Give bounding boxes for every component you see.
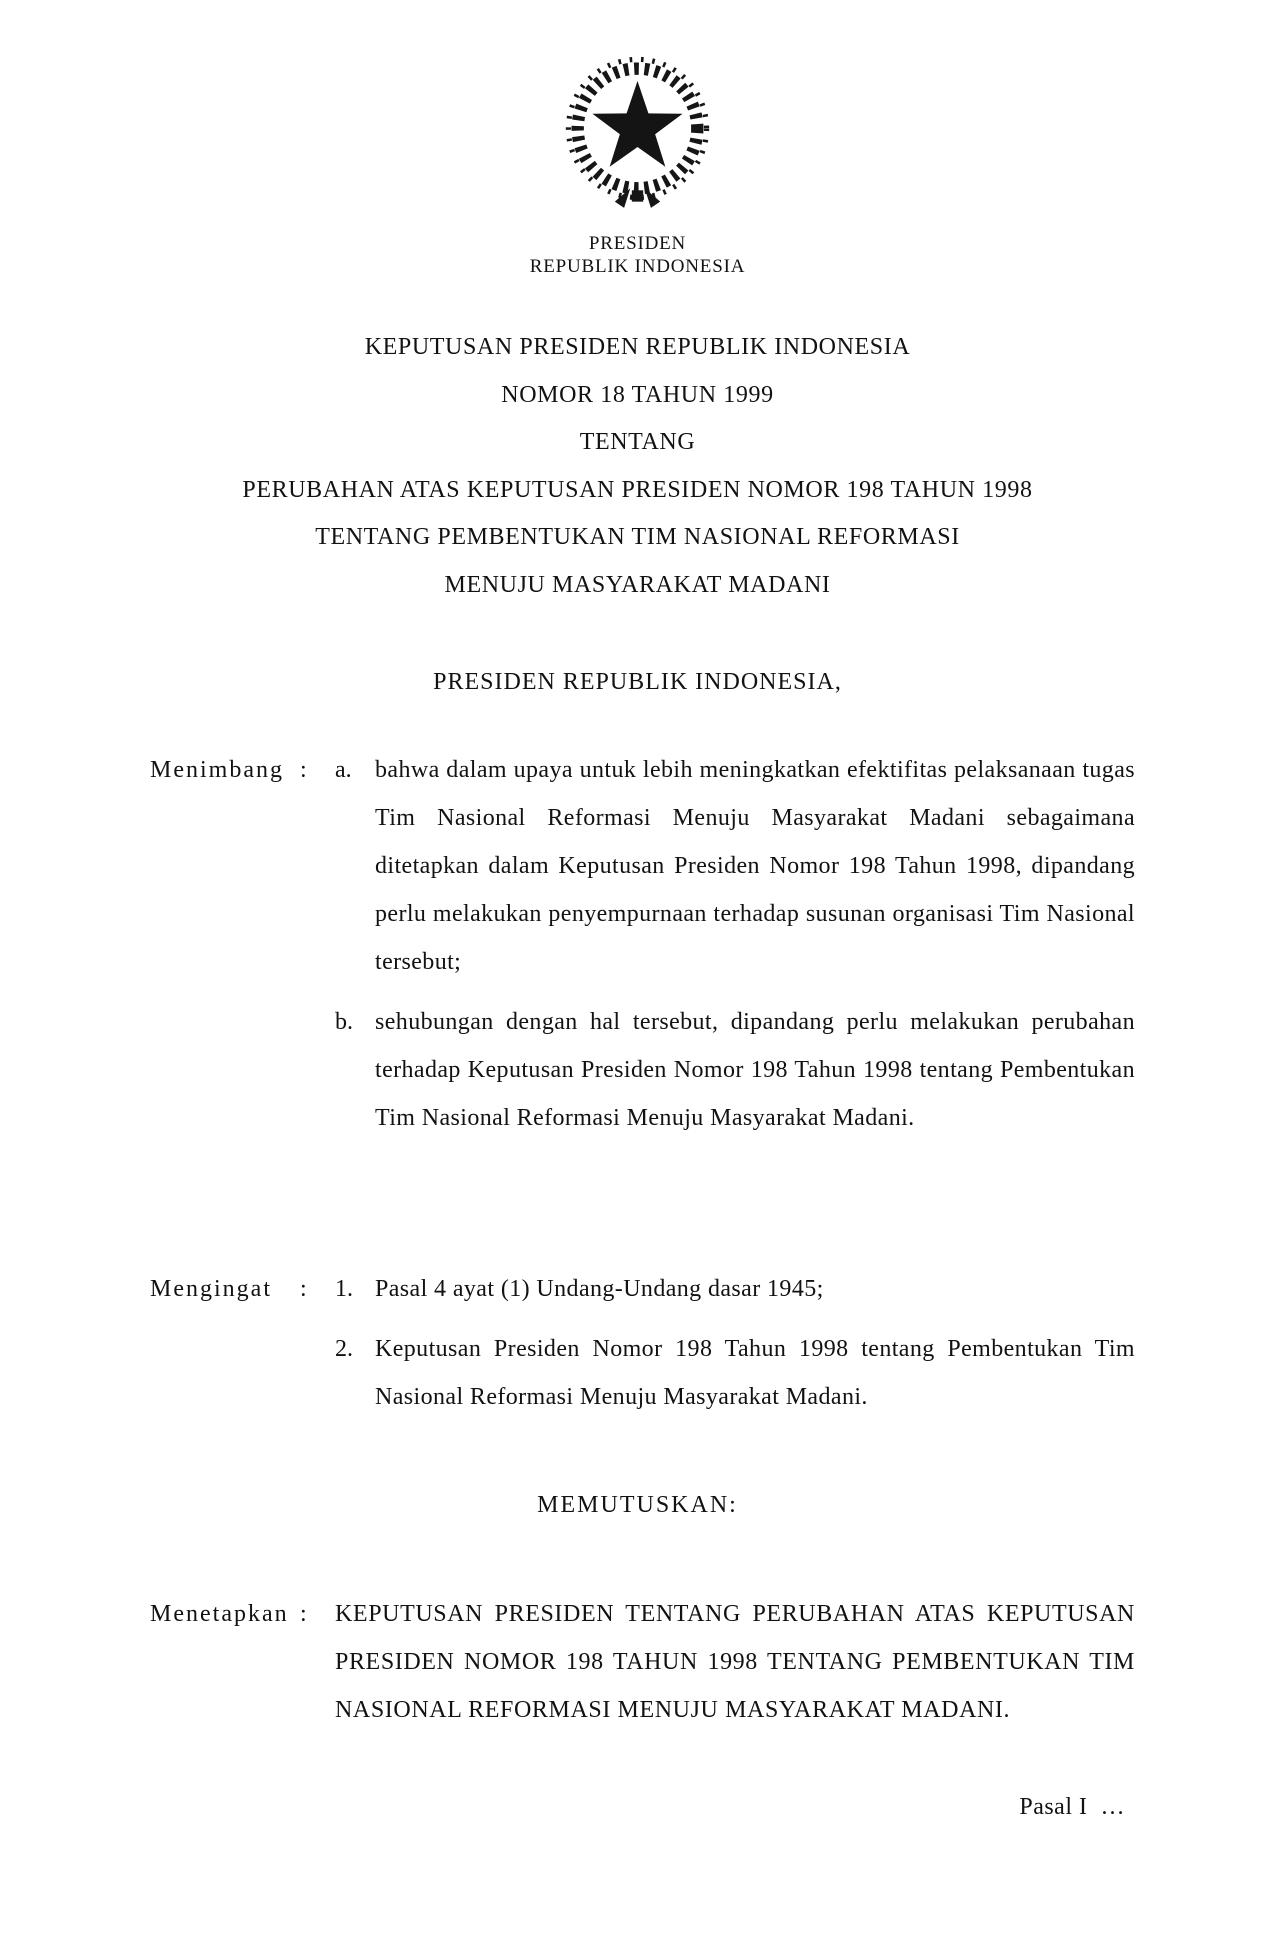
- recalling-items: [335, 1265, 1135, 1421]
- considering-items: [335, 746, 1135, 1142]
- enacting-colon: :: [300, 1601, 307, 1627]
- star-icon: [592, 81, 682, 167]
- considering-item-a: [335, 746, 1135, 986]
- item-marker: b.: [335, 1009, 353, 1035]
- considering-label: Menimbang: [150, 757, 284, 783]
- considering-item-b: [335, 998, 1135, 1142]
- ribbon-knot: [632, 190, 643, 201]
- salutation: PRESIDEN REPUBLIK INDONESIA,: [433, 669, 842, 695]
- star-wreath-seal-icon: [555, 48, 720, 213]
- item-text: bahwa dalam upaya untuk lebih meningkatkan efektifitas pelaksanaan tugas Tim Nasional Reformasi Menuju Masyarakat Madani sebagaimana ditetapkan dalam Keputusan Presiden Nomor 198 Tahun 1998, dipandang perlu melakukan penyempurnaan terhadap susunan organisasi Tim Nasional tersebut;: [375, 757, 1135, 975]
- enacting-body: [335, 1590, 1135, 1734]
- item-text: sehubungan dengan hal tersebut, dipandang perlu melakukan perubahan terhadap Keputusan Presiden Nomor 198 Tahun 1998 tentang Pembentukan Tim Nasional Reformasi Menuju Masyarakat Madani.: [375, 1009, 1135, 1131]
- title-line-6: MENUJU MASYARAKAT MADANI: [444, 571, 831, 598]
- title-line-2: NOMOR 18 TAHUN 1999: [501, 381, 774, 408]
- presidential-seal: [0, 48, 1275, 213]
- decides-heading: MEMUTUSKAN:: [537, 1492, 738, 1518]
- recalling-section: [150, 1265, 1135, 1421]
- title-line-4: PERUBAHAN ATAS KEPUTUSAN PRESIDEN NOMOR 198 TAHUN 1998: [242, 476, 1033, 503]
- recalling-item-1: [335, 1265, 1135, 1313]
- recalling-colon: :: [300, 1276, 307, 1302]
- recalling-label: Mengingat: [150, 1276, 272, 1302]
- enacting-label: Menetapkan: [150, 1601, 289, 1627]
- title-line-5: TENTANG PEMBENTUKAN TIM NASIONAL REFORMASI: [315, 524, 960, 551]
- considering-section: [150, 746, 1135, 1142]
- ribbon-left: [615, 188, 630, 208]
- item-text: Pasal 4 ayat (1) Undang-Undang dasar 1945;: [375, 1276, 824, 1302]
- letterhead-republik-indonesia: REPUBLIK INDONESIA: [529, 256, 746, 277]
- enacting-text: KEPUTUSAN PRESIDEN TENTANG PERUBAHAN ATAS KEPUTUSAN PRESIDEN NOMOR 198 TAHUN 1998 TENTANG PEMBENTUKAN TIM NASIONAL REFORMASI MENUJU MASYARAKAT MADANI.: [335, 1601, 1135, 1723]
- item-marker: a.: [335, 757, 352, 783]
- catchword-pasal-1: Pasal I …: [1019, 1794, 1125, 1820]
- enacting-section: [150, 1590, 1135, 1734]
- recalling-item-2: [335, 1325, 1135, 1421]
- decree-title: [0, 324, 1275, 610]
- letterhead: [0, 232, 1275, 278]
- item-text: Keputusan Presiden Nomor 198 Tahun 1998 tentang Pembentukan Tim Nasional Reformasi Menuju Masyarakat Madani.: [375, 1336, 1135, 1410]
- considering-colon: :: [300, 757, 307, 783]
- item-marker: 2.: [335, 1336, 353, 1362]
- title-line-3: TENTANG: [579, 429, 696, 456]
- letterhead-presiden: PRESIDEN: [588, 233, 687, 254]
- title-line-1: KEPUTUSAN PRESIDEN REPUBLIK INDONESIA: [364, 334, 911, 360]
- item-marker: 1.: [335, 1276, 353, 1302]
